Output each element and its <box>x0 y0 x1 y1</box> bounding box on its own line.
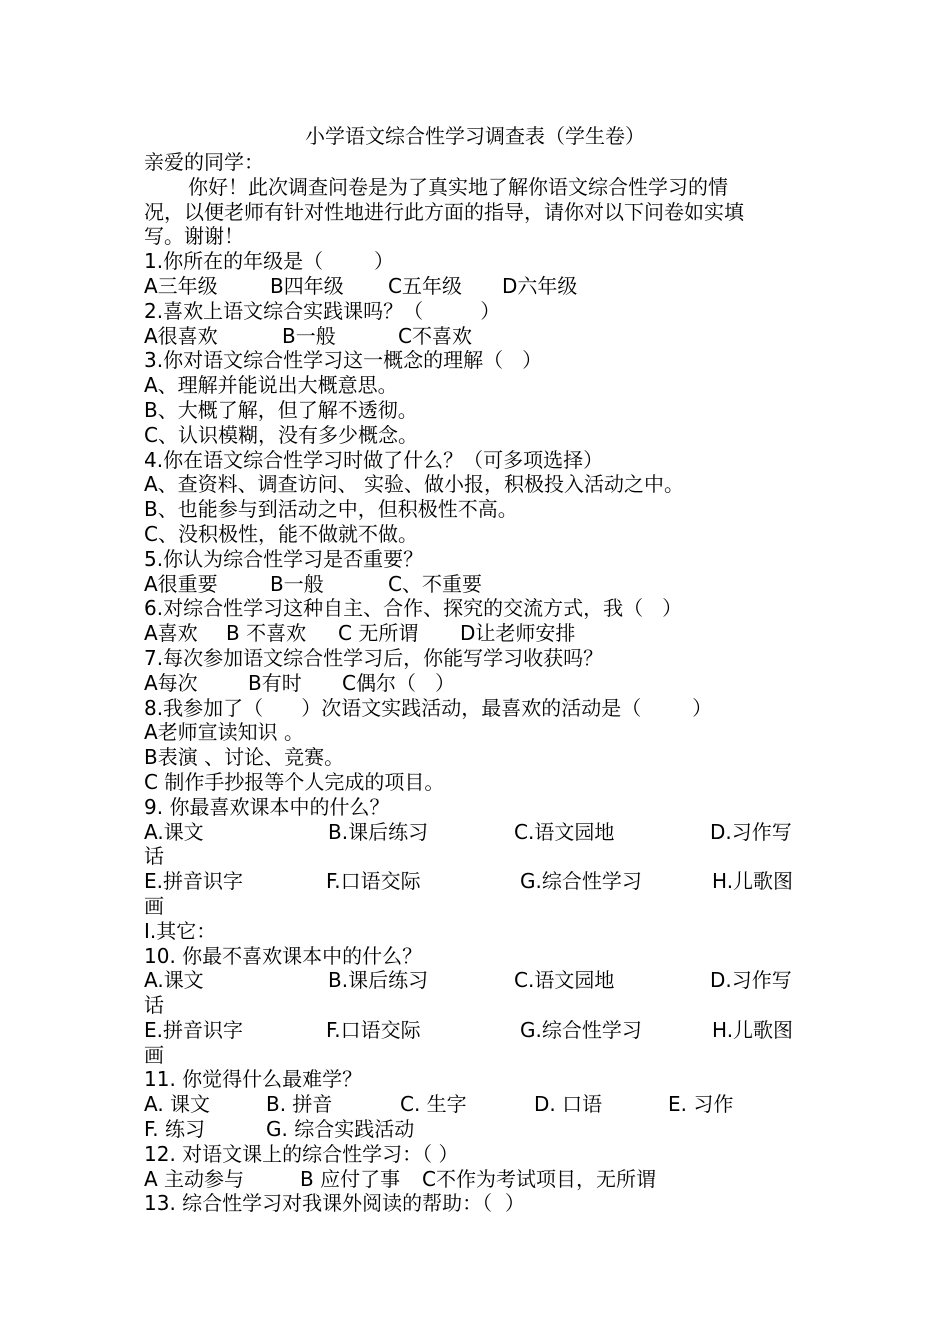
question-8: 8.我参加了（ ）次语文实践活动，最喜欢的活动是（ ） <box>144 695 713 720</box>
q3-option-a: A、理解并能说出大概意思。 <box>144 373 398 398</box>
q10-option-g: G.综合性学习 <box>520 1017 642 1042</box>
q9-option-b: B.课后练习 <box>328 819 429 844</box>
question-1: 1.你所在的年级是（ ） <box>144 249 394 274</box>
q5-option-b: B一般 <box>270 571 324 596</box>
q10-option-a: A.课文 <box>144 968 204 993</box>
intro-line-2: 况，以便老师有针对性地进行此方面的指导，请你对以下问卷如实填 <box>144 199 744 224</box>
q4-option-c: C、没积极性，能不做就不做。 <box>144 521 418 546</box>
q3-option-b: B、大概了解，但了解不透彻。 <box>144 397 418 422</box>
q6-option-c: C 无所谓 <box>338 621 419 646</box>
q6-option-b: B 不喜欢 <box>226 621 307 646</box>
q11-option-f: F. 练习 <box>144 1117 206 1142</box>
q3-option-c: C、认识模糊，没有多少概念。 <box>144 422 418 447</box>
question-6: 6.对综合性学习这种自主、合作、探究的交流方式，我（ ） <box>144 596 683 621</box>
q1-option-b: B四年级 <box>270 273 344 298</box>
q11-option-a: A. 课文 <box>144 1092 211 1117</box>
question-5-options <box>144 572 824 597</box>
intro-line-1: 你好！此次调查问卷是为了真实地了解你语文综合性学习的情 <box>188 174 728 199</box>
question-9-row-1 <box>144 820 824 845</box>
q11-option-c: C. 生字 <box>400 1092 467 1117</box>
q9-option-c: C.语文园地 <box>514 819 615 844</box>
q11-option-b: B. 拼音 <box>266 1092 333 1117</box>
q10-option-h: H.儿歌图 <box>712 1017 794 1042</box>
q8-option-b: B表演 、讨论、竞赛。 <box>144 745 345 770</box>
survey-body <box>144 150 824 1216</box>
q9-option-i: I.其它： <box>144 918 217 943</box>
q7-option-b: B有时 <box>248 670 302 695</box>
q9-option-f: F.口语交际 <box>326 869 421 894</box>
q11-option-g: G. 综合实践活动 <box>266 1117 415 1142</box>
question-7: 7.每次参加语文综合性学习后，你能写学习收获吗？ <box>144 645 604 670</box>
question-10-row-2 <box>144 1018 824 1043</box>
question-11-row-1 <box>144 1092 824 1117</box>
question-6-options <box>144 621 824 646</box>
question-5: 5.你认为综合性学习是否重要？ <box>144 546 424 571</box>
q5-option-a: A很重要 <box>144 571 218 596</box>
q9-option-d: D.习作写 <box>710 819 792 844</box>
q1-option-d: D六年级 <box>502 273 578 298</box>
q10-option-e: E.拼音识字 <box>144 1017 243 1042</box>
q9-row-2-wrap: 画 <box>144 893 164 918</box>
survey-title: 小学语文综合性学习调查表（学生卷） <box>305 124 645 148</box>
question-10-row-1 <box>144 968 824 993</box>
greeting: 亲爱的同学： <box>144 150 264 174</box>
q9-option-a: A.课文 <box>144 819 204 844</box>
question-9-row-2 <box>144 869 824 894</box>
q1-option-c: C五年级 <box>388 273 462 298</box>
q10-row-1-wrap: 话 <box>144 993 164 1018</box>
q4-option-a: A、查资料、调查访问、 实验、做小报，积极投入活动之中。 <box>144 472 685 497</box>
q7-option-c: C偶尔（ ） <box>342 670 456 695</box>
q12-option-a: A 主动参与 <box>144 1166 245 1191</box>
q1-option-a: A三年级 <box>144 273 218 298</box>
q2-option-c: C不喜欢 <box>398 323 472 348</box>
q9-option-h: H.儿歌图 <box>712 869 794 894</box>
question-13: 13. 综合性学习对我课外阅读的帮助：（ ） <box>144 1191 525 1216</box>
q9-option-g: G.综合性学习 <box>520 869 642 894</box>
q10-option-d: D.习作写 <box>710 968 792 993</box>
q9-row-1-wrap: 话 <box>144 844 164 869</box>
q9-option-e: E.拼音识字 <box>144 869 243 894</box>
question-11: 11. 你觉得什么最难学？ <box>144 1067 363 1092</box>
q7-option-a: A每次 <box>144 670 198 695</box>
question-2-options <box>144 324 824 349</box>
question-11-row-2 <box>144 1117 824 1142</box>
q12-option-c: C不作为考试项目，无所谓 <box>422 1166 656 1191</box>
q2-option-a: A很喜欢 <box>144 323 218 348</box>
question-10: 10. 你最不喜欢课本中的什么？ <box>144 943 423 968</box>
q11-option-d: D. 口语 <box>534 1092 603 1117</box>
question-7-options <box>144 671 824 696</box>
q10-option-c: C.语文园地 <box>514 968 615 993</box>
q10-option-f: F.口语交际 <box>326 1017 421 1042</box>
q5-option-c: C、不重要 <box>388 571 482 596</box>
q8-option-c: C 制作手抄报等个人完成的项目。 <box>144 769 445 794</box>
q8-option-a: A老师宣读知识 。 <box>144 720 305 745</box>
q2-option-b: B一般 <box>282 323 336 348</box>
question-1-options <box>144 274 824 299</box>
q10-row-2-wrap: 画 <box>144 1042 164 1067</box>
question-3: 3.你对语文综合性学习这一概念的理解（ ） <box>144 348 543 373</box>
question-12-options <box>144 1167 824 1192</box>
q10-option-b: B.课后练习 <box>328 968 429 993</box>
q6-option-d: D让老师安排 <box>460 621 576 646</box>
q12-option-b: B 应付了事 <box>300 1166 401 1191</box>
question-9: 9. 你最喜欢课本中的什么？ <box>144 794 390 819</box>
intro-line-3: 写。谢谢！ <box>144 224 244 249</box>
question-12: 12. 对语文课上的综合性学习：（ ） <box>144 1141 459 1166</box>
q6-option-a: A喜欢 <box>144 621 198 646</box>
q11-option-e: E. 习作 <box>668 1092 734 1117</box>
q4-option-b: B、也能参与到活动之中，但积极性不高。 <box>144 497 518 522</box>
question-4: 4.你在语文综合性学习时做了什么？（可多项选择） <box>144 447 604 472</box>
question-2: 2.喜欢上语文综合实践课吗？（ ） <box>144 298 501 323</box>
